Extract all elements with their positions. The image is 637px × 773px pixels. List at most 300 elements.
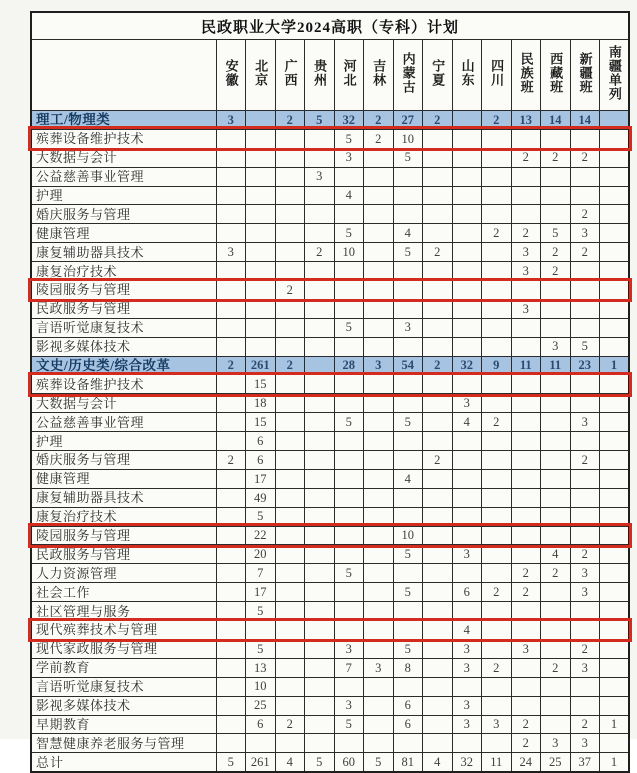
value-cell: 2 xyxy=(364,129,394,148)
value-cell xyxy=(423,318,453,337)
value-cell xyxy=(600,299,630,318)
value-cell xyxy=(364,583,394,602)
value-cell: 2 xyxy=(511,224,541,243)
value-cell xyxy=(482,526,512,545)
value-cell xyxy=(600,469,630,488)
row-label: 大数据与会计 xyxy=(31,394,216,413)
highlighted-program-row xyxy=(31,526,629,545)
value-cell: 14 xyxy=(541,111,571,130)
row-label: 言语听觉康复技术 xyxy=(31,318,216,337)
value-cell xyxy=(364,243,394,262)
program-row xyxy=(31,734,629,753)
value-cell: 3 xyxy=(570,583,600,602)
value-cell xyxy=(393,186,423,205)
value-cell xyxy=(364,507,394,526)
value-cell xyxy=(600,545,630,564)
value-cell xyxy=(393,564,423,583)
value-cell xyxy=(334,205,364,224)
value-cell xyxy=(393,394,423,413)
value-cell: 2 xyxy=(275,111,305,130)
value-cell xyxy=(482,451,512,470)
value-cell xyxy=(541,167,571,186)
value-cell xyxy=(511,432,541,451)
value-cell xyxy=(541,715,571,734)
value-cell xyxy=(423,715,453,734)
row-label: 健康管理 xyxy=(31,224,216,243)
value-cell xyxy=(305,545,335,564)
value-cell: 2 xyxy=(482,413,512,432)
value-cell xyxy=(541,469,571,488)
value-cell xyxy=(600,243,630,262)
column-header-label: 西藏班 xyxy=(548,52,564,94)
value-cell xyxy=(423,545,453,564)
value-cell xyxy=(334,394,364,413)
value-cell xyxy=(423,337,453,356)
value-cell xyxy=(305,262,335,281)
value-cell xyxy=(393,281,423,300)
value-cell: 17 xyxy=(246,583,276,602)
row-label: 康复辅助器具技术 xyxy=(31,488,216,507)
value-cell xyxy=(275,639,305,658)
value-cell: 3 xyxy=(216,243,246,262)
value-cell xyxy=(216,696,246,715)
value-cell xyxy=(482,375,512,394)
program-row xyxy=(31,602,629,621)
program-row xyxy=(31,186,629,205)
value-cell xyxy=(334,488,364,507)
value-cell: 32 xyxy=(334,111,364,130)
value-cell: 9 xyxy=(482,356,512,375)
value-cell xyxy=(423,677,453,696)
column-header-label: 四川 xyxy=(489,59,505,87)
value-cell xyxy=(216,469,246,488)
column-header-label: 南疆单列 xyxy=(606,45,622,101)
value-cell xyxy=(275,375,305,394)
value-cell xyxy=(305,281,335,300)
value-cell xyxy=(511,658,541,677)
value-cell: 10 xyxy=(334,243,364,262)
value-cell xyxy=(305,696,335,715)
value-cell xyxy=(216,281,246,300)
value-cell xyxy=(570,488,600,507)
value-cell xyxy=(452,224,482,243)
program-row xyxy=(31,243,629,262)
value-cell xyxy=(541,299,571,318)
value-cell xyxy=(393,488,423,507)
value-cell xyxy=(600,111,630,130)
value-cell xyxy=(423,639,453,658)
value-cell xyxy=(275,413,305,432)
value-cell xyxy=(275,186,305,205)
value-cell xyxy=(393,375,423,394)
value-cell xyxy=(570,677,600,696)
value-cell xyxy=(364,186,394,205)
value-cell xyxy=(600,262,630,281)
value-cell xyxy=(305,224,335,243)
column-header xyxy=(511,40,541,111)
value-cell xyxy=(334,621,364,640)
value-cell xyxy=(511,205,541,224)
value-cell xyxy=(216,167,246,186)
value-cell: 32 xyxy=(452,356,482,375)
value-cell: 2 xyxy=(275,281,305,300)
value-cell xyxy=(364,715,394,734)
value-cell xyxy=(600,507,630,526)
value-cell xyxy=(275,526,305,545)
value-cell: 2 xyxy=(570,243,600,262)
value-cell xyxy=(541,507,571,526)
row-label: 大数据与会计 xyxy=(31,148,216,167)
value-cell xyxy=(541,394,571,413)
value-cell xyxy=(364,545,394,564)
value-cell xyxy=(570,167,600,186)
value-cell: 2 xyxy=(423,451,453,470)
value-cell xyxy=(393,621,423,640)
value-cell: 11 xyxy=(511,356,541,375)
value-cell xyxy=(423,469,453,488)
column-header-label: 北京 xyxy=(253,59,269,87)
column-header xyxy=(334,40,364,111)
value-cell xyxy=(452,299,482,318)
row-label: 理工/物理类 xyxy=(31,111,216,130)
value-cell: 1 xyxy=(600,715,630,734)
value-cell: 11 xyxy=(541,356,571,375)
column-header-label: 吉林 xyxy=(371,59,387,87)
value-cell xyxy=(393,337,423,356)
value-cell xyxy=(452,375,482,394)
row-label: 康复治疗技术 xyxy=(31,262,216,281)
highlighted-program-row xyxy=(31,375,629,394)
value-cell: 3 xyxy=(452,394,482,413)
value-cell xyxy=(305,394,335,413)
value-cell xyxy=(275,488,305,507)
value-cell: 7 xyxy=(334,658,364,677)
value-cell xyxy=(452,337,482,356)
value-cell: 2 xyxy=(423,356,453,375)
value-cell xyxy=(275,318,305,337)
value-cell xyxy=(511,413,541,432)
program-row xyxy=(31,507,629,526)
value-cell xyxy=(364,564,394,583)
value-cell xyxy=(423,507,453,526)
column-header xyxy=(452,40,482,111)
value-cell: 18 xyxy=(246,394,276,413)
value-cell: 60 xyxy=(334,753,364,772)
value-cell xyxy=(216,621,246,640)
value-cell xyxy=(541,602,571,621)
value-cell: 3 xyxy=(570,224,600,243)
value-cell xyxy=(541,621,571,640)
value-cell: 6 xyxy=(393,715,423,734)
value-cell xyxy=(423,734,453,753)
value-cell xyxy=(305,507,335,526)
value-cell xyxy=(275,129,305,148)
value-cell xyxy=(482,318,512,337)
value-cell: 23 xyxy=(570,356,600,375)
value-cell: 10 xyxy=(393,129,423,148)
value-cell xyxy=(511,281,541,300)
value-cell: 2 xyxy=(541,262,571,281)
value-cell: 2 xyxy=(570,148,600,167)
value-cell xyxy=(482,564,512,583)
value-cell: 2 xyxy=(570,715,600,734)
value-cell xyxy=(305,205,335,224)
column-header xyxy=(275,40,305,111)
value-cell: 4 xyxy=(275,753,305,772)
value-cell xyxy=(570,394,600,413)
value-cell xyxy=(423,432,453,451)
value-cell xyxy=(423,129,453,148)
value-cell xyxy=(246,111,276,130)
value-cell: 3 xyxy=(511,262,541,281)
value-cell xyxy=(305,734,335,753)
value-cell xyxy=(541,375,571,394)
value-cell xyxy=(541,281,571,300)
value-cell xyxy=(482,545,512,564)
value-cell xyxy=(452,167,482,186)
value-cell xyxy=(393,602,423,621)
value-cell xyxy=(364,488,394,507)
value-cell: 5 xyxy=(393,583,423,602)
value-cell xyxy=(364,526,394,545)
value-cell xyxy=(364,734,394,753)
value-cell xyxy=(275,262,305,281)
value-cell xyxy=(393,205,423,224)
row-label: 言语听觉康复技术 xyxy=(31,677,216,696)
row-label: 文史/历史类/综合改革 xyxy=(31,356,216,375)
column-header xyxy=(246,40,276,111)
value-cell xyxy=(305,488,335,507)
value-cell xyxy=(216,394,246,413)
row-label: 公益慈善事业管理 xyxy=(31,167,216,186)
value-cell: 2 xyxy=(570,545,600,564)
value-cell xyxy=(216,432,246,451)
value-cell: 2 xyxy=(511,148,541,167)
value-cell xyxy=(452,111,482,130)
value-cell xyxy=(570,129,600,148)
value-cell: 5 xyxy=(334,318,364,337)
value-cell xyxy=(452,148,482,167)
value-cell: 22 xyxy=(246,526,276,545)
value-cell xyxy=(482,488,512,507)
value-cell xyxy=(364,469,394,488)
value-cell: 3 xyxy=(570,413,600,432)
value-cell xyxy=(511,526,541,545)
value-cell: 15 xyxy=(246,413,276,432)
value-cell xyxy=(275,148,305,167)
value-cell xyxy=(452,129,482,148)
value-cell: 3 xyxy=(216,111,246,130)
value-cell: 2 xyxy=(423,243,453,262)
value-cell: 54 xyxy=(393,356,423,375)
value-cell: 5 xyxy=(393,148,423,167)
section-header-row xyxy=(31,111,629,130)
value-cell: 3 xyxy=(364,658,394,677)
value-cell xyxy=(246,262,276,281)
value-cell xyxy=(541,583,571,602)
value-cell: 3 xyxy=(541,734,571,753)
value-cell xyxy=(246,167,276,186)
value-cell xyxy=(423,583,453,602)
program-row xyxy=(31,545,629,564)
value-cell xyxy=(275,432,305,451)
value-cell: 4 xyxy=(452,413,482,432)
value-cell xyxy=(452,564,482,583)
value-cell: 10 xyxy=(246,677,276,696)
value-cell xyxy=(246,299,276,318)
value-cell xyxy=(305,186,335,205)
value-cell: 3 xyxy=(482,715,512,734)
value-cell xyxy=(275,299,305,318)
value-cell xyxy=(452,602,482,621)
row-label: 总计 xyxy=(31,753,216,772)
value-cell xyxy=(393,734,423,753)
value-cell xyxy=(570,186,600,205)
value-cell: 3 xyxy=(452,639,482,658)
value-cell xyxy=(334,375,364,394)
row-label: 陵园服务与管理 xyxy=(31,281,216,300)
value-cell xyxy=(334,281,364,300)
value-cell xyxy=(570,281,600,300)
value-cell: 13 xyxy=(511,111,541,130)
row-label: 公益慈善事业管理 xyxy=(31,413,216,432)
value-cell xyxy=(216,129,246,148)
value-cell xyxy=(541,318,571,337)
value-cell: 5 xyxy=(246,507,276,526)
value-cell: 261 xyxy=(246,753,276,772)
value-cell xyxy=(570,526,600,545)
value-cell xyxy=(216,186,246,205)
column-header xyxy=(541,40,571,111)
value-cell: 2 xyxy=(216,451,246,470)
value-cell xyxy=(570,375,600,394)
column-header xyxy=(393,40,423,111)
value-cell xyxy=(452,507,482,526)
program-row xyxy=(31,488,629,507)
value-cell xyxy=(423,564,453,583)
value-cell xyxy=(482,129,512,148)
value-cell xyxy=(570,696,600,715)
value-cell xyxy=(423,299,453,318)
row-label-header-cell xyxy=(31,40,216,111)
value-cell xyxy=(364,432,394,451)
value-cell xyxy=(600,205,630,224)
value-cell xyxy=(511,677,541,696)
value-cell xyxy=(246,205,276,224)
row-label: 早期教育 xyxy=(31,715,216,734)
row-label: 护理 xyxy=(31,186,216,205)
table-title: 民政职业大学2024高职（专科）计划 xyxy=(31,12,629,40)
value-cell xyxy=(305,621,335,640)
value-cell xyxy=(423,488,453,507)
value-cell xyxy=(305,639,335,658)
value-cell xyxy=(482,602,512,621)
value-cell: 13 xyxy=(246,658,276,677)
program-row xyxy=(31,262,629,281)
value-cell xyxy=(305,318,335,337)
value-cell: 24 xyxy=(511,753,541,772)
value-cell xyxy=(334,583,364,602)
value-cell xyxy=(600,186,630,205)
value-cell xyxy=(570,262,600,281)
value-cell xyxy=(334,337,364,356)
value-cell xyxy=(334,451,364,470)
value-cell xyxy=(452,186,482,205)
row-label: 人力资源管理 xyxy=(31,564,216,583)
value-cell xyxy=(452,469,482,488)
value-cell xyxy=(600,696,630,715)
value-cell xyxy=(216,564,246,583)
value-cell xyxy=(364,148,394,167)
highlighted-program-row xyxy=(31,621,629,640)
value-cell xyxy=(600,281,630,300)
value-cell: 5 xyxy=(393,413,423,432)
value-cell xyxy=(423,224,453,243)
value-cell xyxy=(334,602,364,621)
value-cell: 3 xyxy=(570,734,600,753)
value-cell xyxy=(511,602,541,621)
column-header xyxy=(305,40,335,111)
value-cell xyxy=(600,526,630,545)
value-cell xyxy=(216,262,246,281)
value-cell: 14 xyxy=(570,111,600,130)
value-cell xyxy=(452,432,482,451)
value-cell: 5 xyxy=(541,224,571,243)
value-cell xyxy=(600,488,630,507)
value-cell xyxy=(600,734,630,753)
value-cell: 6 xyxy=(393,696,423,715)
value-cell: 5 xyxy=(334,715,364,734)
program-row xyxy=(31,451,629,470)
value-cell xyxy=(570,432,600,451)
value-cell xyxy=(305,564,335,583)
value-cell: 25 xyxy=(246,696,276,715)
value-cell: 5 xyxy=(393,243,423,262)
value-cell xyxy=(305,413,335,432)
value-cell: 3 xyxy=(541,337,571,356)
column-header xyxy=(570,40,600,111)
value-cell xyxy=(216,658,246,677)
value-cell: 2 xyxy=(541,148,571,167)
value-cell xyxy=(600,602,630,621)
value-cell xyxy=(216,677,246,696)
value-cell xyxy=(216,337,246,356)
program-row xyxy=(31,432,629,451)
program-row xyxy=(31,299,629,318)
value-cell xyxy=(275,337,305,356)
value-cell xyxy=(482,205,512,224)
value-cell xyxy=(482,394,512,413)
value-cell xyxy=(364,337,394,356)
program-row xyxy=(31,394,629,413)
value-cell xyxy=(482,432,512,451)
value-cell xyxy=(482,299,512,318)
value-cell xyxy=(393,451,423,470)
value-cell xyxy=(216,148,246,167)
value-cell xyxy=(600,337,630,356)
value-cell xyxy=(364,375,394,394)
value-cell xyxy=(305,658,335,677)
value-cell: 5 xyxy=(334,564,364,583)
column-header xyxy=(364,40,394,111)
value-cell xyxy=(570,318,600,337)
value-cell xyxy=(423,281,453,300)
value-cell: 5 xyxy=(334,129,364,148)
value-cell xyxy=(216,299,246,318)
value-cell xyxy=(275,394,305,413)
row-label: 学前教育 xyxy=(31,658,216,677)
value-cell xyxy=(452,526,482,545)
